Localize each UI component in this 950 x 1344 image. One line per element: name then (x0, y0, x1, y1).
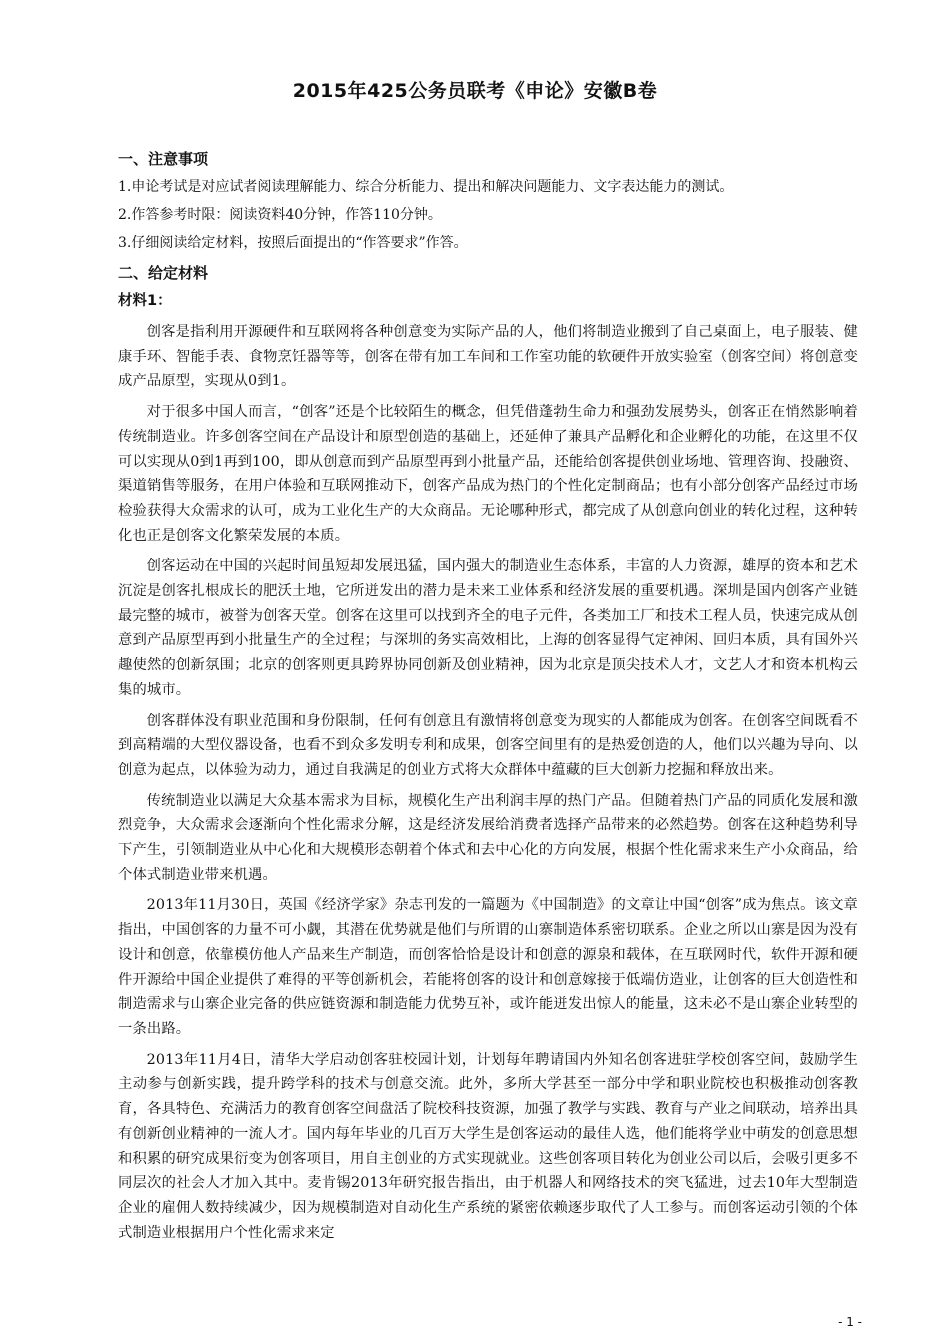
note-item: 1.申论考试是对应试者阅读理解能力、综合分析能力、提出和解决问题能力、文字表达能力的测试。 (118, 179, 734, 195)
section-heading-materials: 二、给定材料 (118, 264, 209, 282)
document-body (118, 142, 858, 1245)
page-title: 2015年425公务员联考《申论》安徽B卷 (292, 80, 658, 102)
material-paragraph: 2013年11月4日，清华大学启动创客驻校园计划，计划每年聘请国内外知名创客进驻学校创客空间，鼓励学生主动参与创新实践，提升跨学科的技术与创意交流。此外，多所大学甚至一部分中学和职业院校也积极推动创客教育，各具特色、充满活力的教育创客空间盘活了院校科技资源，加强了教学与实践、教育与产业之间联动，培养出具有创新创业精神的一流人才。国内每年毕业的几百万大学生是创客运动的最佳人选，他们能将学业中萌发的创意思想和积累的研究成果衍变为创客项目，用自主创业的方式实现就业。这些创客项目转化为创业公司以后，会吸引更多不同层次的社会人才加入其中。麦肯锡2013年研究报告指出，由于机器人和网络技术的突飞猛进，过去10年大型制造企业的雇佣人数持续减少，因为规模制造对自动化生产系统的紧密依赖逐步取代了人工参与。而创客运动引领的个体式制造业根据用户个性化需求来定 (118, 1051, 858, 1241)
material-paragraph: 2013年11月30日，英国《经济学家》杂志刊发的一篇题为《中国制造》的文章让中国“创客”成为焦点。该文章指出，中国创客的力量不可小觑，其潜在优势就是他们与所谓的山寨制造体系密切联系。企业之所以山寨是因为没有设计和创意，依靠模仿他人产品来生产制造，而创客恰恰是设计和创意的源泉和载体，在互联网时代，软件开源和硬件开源给中国企业提供了难得的平等创新机会，若能将创客的设计和创意嫁接于低端仿造业，让创客的巨大创造性和制造需求与山寨企业完备的供应链资源和制造能力优势互补，或许能迸发出惊人的能量，这未必不是山寨企业转型的一条出路。 (118, 897, 858, 1037)
material-label: 材料1： (118, 293, 172, 309)
material-paragraph: 对于很多中国人而言，“创客”还是个比较陌生的概念，但凭借蓬勃生命力和强劲发展势头，创客正在悄然影响着传统制造业。许多创客空间在产品设计和原型创造的基础上，还延伸了兼具产品孵化和企业孵化的功能，在这里不仅可以实现从0到1再到100，即从创意而到产品原型再到小批量产品，还能给创客提供创业场地、管理咨询、投融资、渠道销售等服务，在用户体验和互联网推动下，创客产品成为热门的个性化定制商品；也有小部分创客产品经过市场检验获得大众需求的认可，成为工业化生产的大众商品。无论哪种形式，都完成了从创意向创业的转化过程，这种转化也正是创客文化繁荣发展的本质。 (118, 404, 858, 544)
note-item: 3.仔细阅读给定材料，按照后面提出的“作答要求”作答。 (118, 235, 468, 251)
material-paragraph: 创客是指利用开源硬件和互联网将各种创意变为实际产品的人，他们将制造业搬到了自己桌面上，电子服装、健康手环、智能手表、食物烹饪器等等，创客在带有加工车间和工作室功能的软硬件开放实验室（创客空间）将创意变成产品原型，实现从0到1。 (118, 324, 858, 390)
section-heading-notes: 一、注意事项 (118, 150, 209, 168)
material-paragraph: 创客运动在中国的兴起时间虽短却发展迅猛，国内强大的制造业生态体系，丰富的人力资源，雄厚的资本和艺术沉淀是创客扎根成长的肥沃土地，它所迸发出的潜力是未来工业体系和经济发展的重要机遇。深圳是国内创客产业链最完整的城市，被誉为创客天堂。创客在这里可以找到齐全的电子元件，各类加工厂和技术工程人员，快速完成从创意到产品原型再到小批量生产的全过程；与深圳的务实高效相比，上海的创客显得气定神闲、回归本质，具有国外兴趣使然的创新氛围；北京的创客则更具跨界协同创新及创业精神，因为北京是顶尖技术人才，文艺人才和资本机构云集的城市。 (118, 558, 858, 698)
material-paragraph: 传统制造业以满足大众基本需求为目标，规模化生产出利润丰厚的热门产品。但随着热门产品的同质化发展和激烈竞争，大众需求会逐渐向个性化需求分解，这是经济发展给消费者选择产品带来的必然趋势。创客在这种趋势利导下产生，引领制造业从中心化和大规模形态朝着个体式和去中心化的方向发展，根据个性化需求来生产小众商品，给个体式制造业带来机遇。 (118, 792, 858, 883)
material-paragraph: 创客群体没有职业范围和身份限制，任何有创意且有激情将创意变为现实的人都能成为创客。在创客空间既看不到高精端的大型仪器设备，也看不到众多发明专利和成果，创客空间里有的是热爱创造的人，他们以兴趣为导向、以创意为起点，以体验为动力，通过自我满足的创业方式将大众群体中蕴藏的巨大创新力挖掘和释放出来。 (118, 712, 858, 778)
note-item: 2.作答参考时限：阅读资料40分钟，作答110分钟。 (118, 207, 442, 223)
page-number: - 1 - (838, 1315, 862, 1329)
